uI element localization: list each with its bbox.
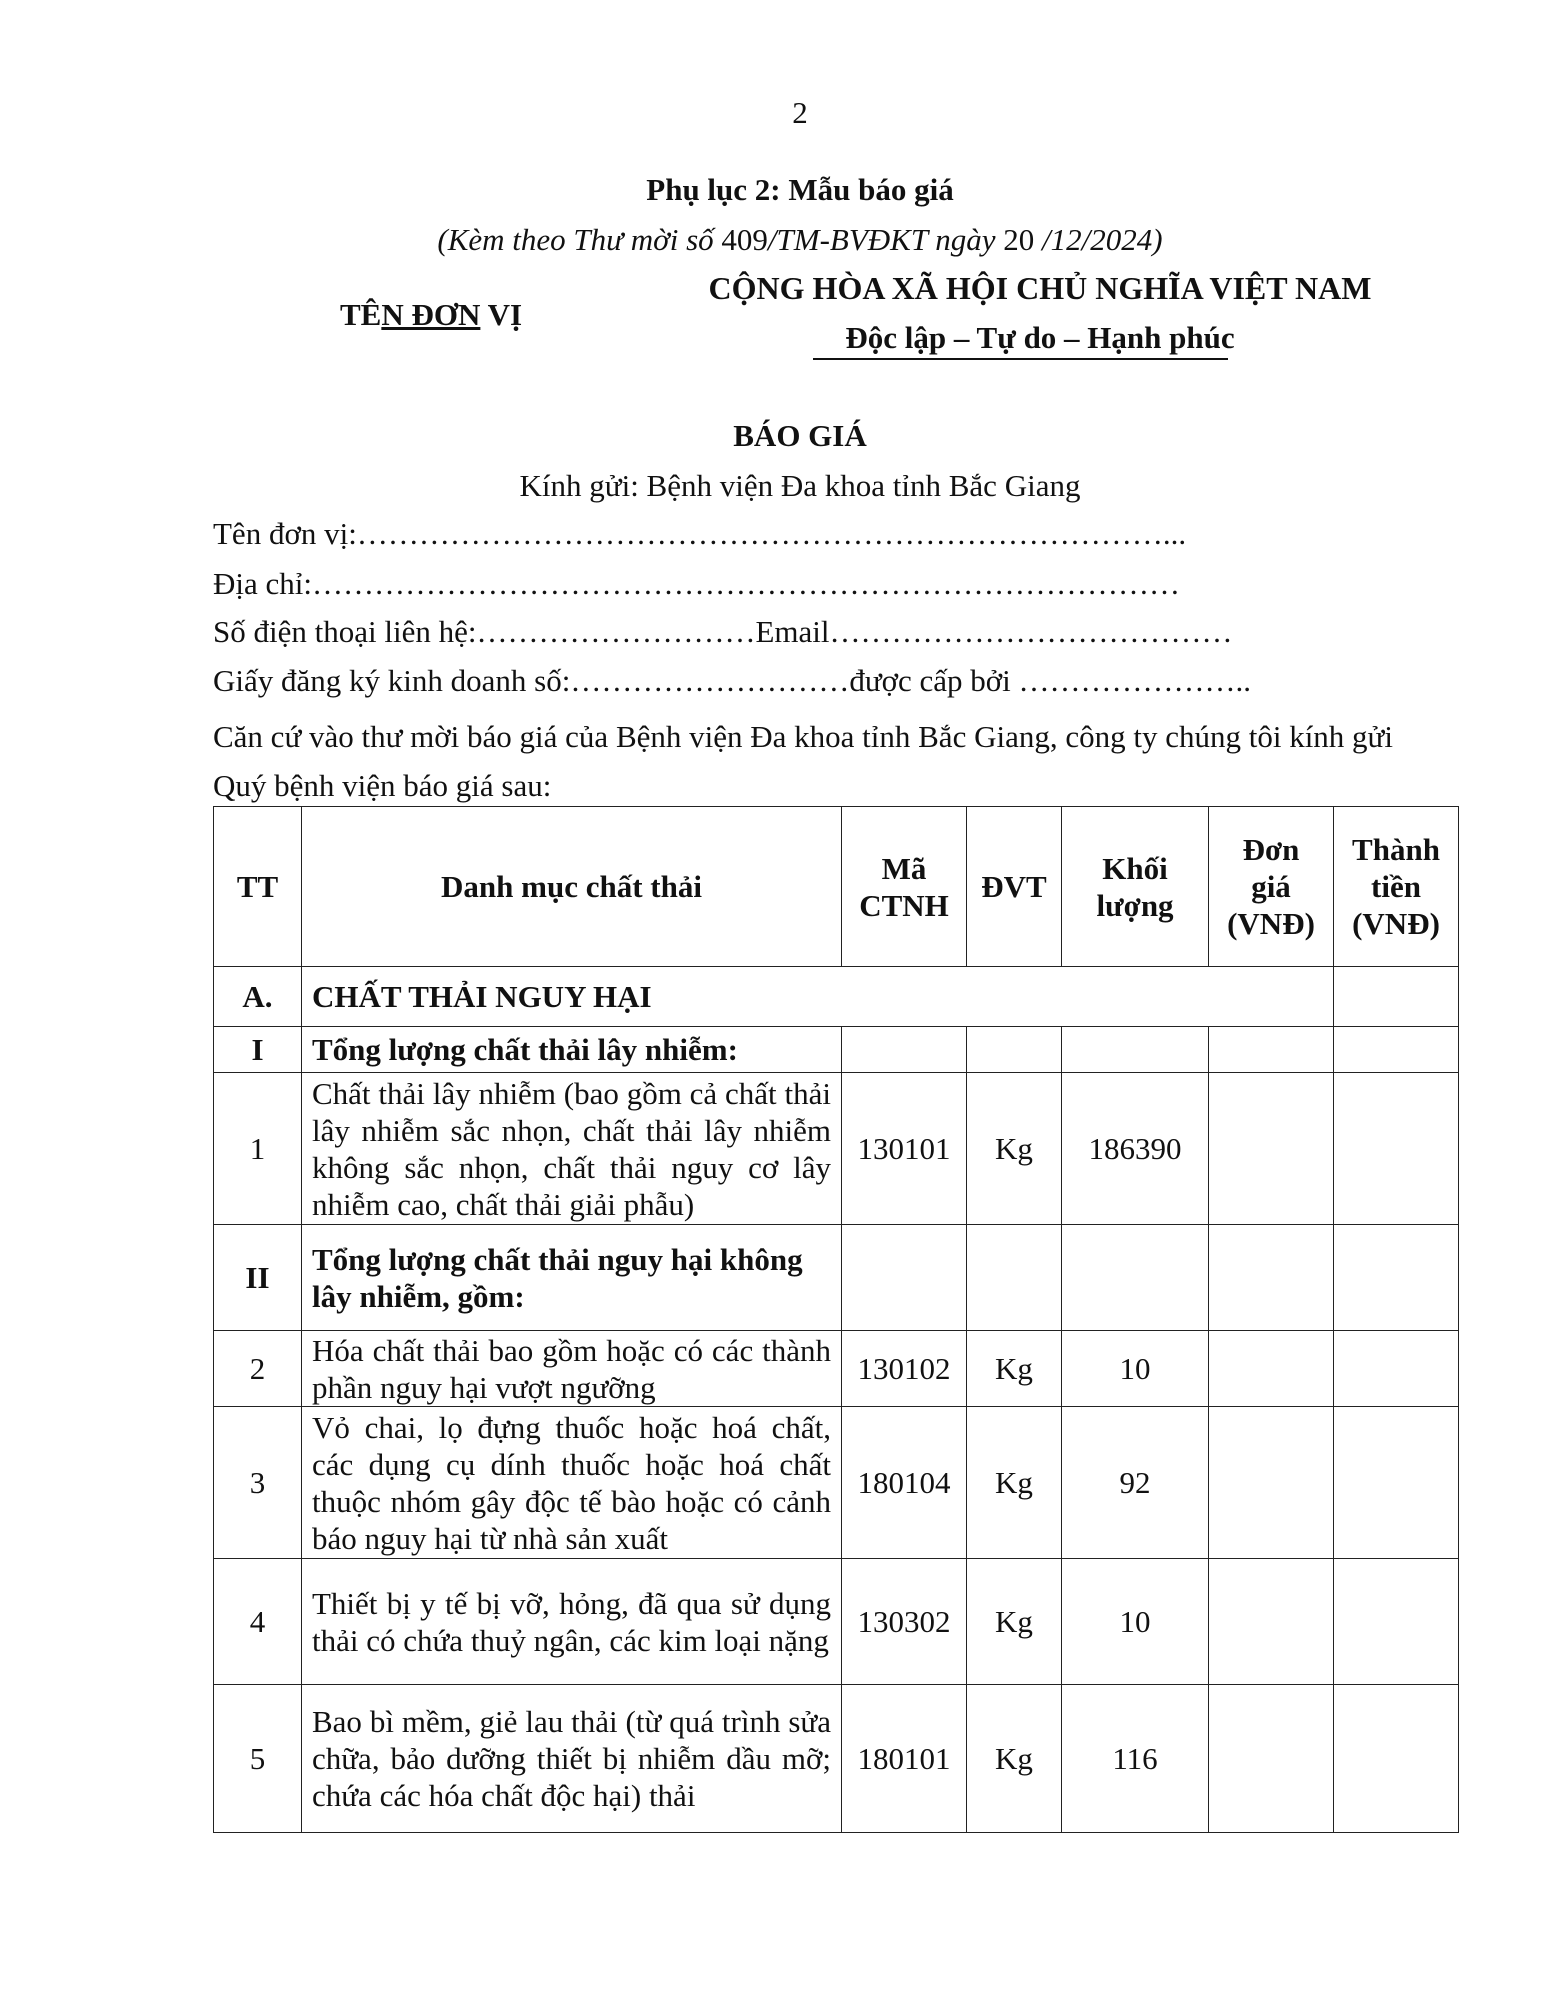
field-phone-email: Số điện thoại liên hệ:………………………Email………………………………… — [213, 614, 1233, 649]
recipient-line: Kính gửi: Bệnh viện Đa khoa tỉnh Bắc Giang — [519, 468, 1081, 503]
row-name: Thiết bị y tế bị vỡ, hỏng, đã qua sử dụng thải có chứa thuỷ ngân, các kim loại nặng — [302, 1559, 842, 1685]
field-business-license: Giấy đăng ký kinh doanh số:………………………được cấp bởi ………………….. — [213, 663, 1252, 698]
row-unit: Kg — [967, 1331, 1062, 1407]
waste-price-table — [213, 806, 1459, 1833]
header-qty-l1: Khối — [1102, 850, 1168, 886]
attachment-note — [0, 222, 1545, 258]
header-total-l2: tiền — [1371, 869, 1421, 904]
national-title: CỘNG HÒA XÃ HỘI CHỦ NGHĨA VIỆT NAM — [708, 270, 1372, 306]
row-name: Chất thải lây nhiễm (bao gồm cả chất thải lây nhiễm sắc nhọn, chất thải lây nhiễm không sắc nhọn, chất thải nguy cơ lây nhiễm cao, chất thải giải phẫu) — [302, 1073, 842, 1225]
row-code: 180101 — [842, 1685, 967, 1833]
table-header-row — [214, 807, 1459, 967]
header-qty — [1062, 807, 1209, 967]
header-price-l1: Đơn — [1242, 832, 1300, 867]
field-unit-name: Tên đơn vị:……………………………………………………………………... — [213, 516, 1187, 551]
row-total-empty — [1334, 1685, 1459, 1833]
intro-paragraph: Căn cứ vào thư mời báo giá của Bệnh viện Đa khoa tỉnh Bắc Giang, công ty chúng tôi kính gửi Quý bệnh viện báo giá sau: — [213, 719, 1393, 803]
group-2-empty — [1062, 1225, 1209, 1331]
header-price — [1209, 807, 1334, 967]
header-total-l1: Thành — [1352, 832, 1440, 867]
group-1-empty — [1334, 1027, 1459, 1073]
group-1-empty — [967, 1027, 1062, 1073]
letter-number: 409 — [721, 222, 768, 257]
row-qty: 92 — [1062, 1407, 1209, 1559]
header-total-l3: (VNĐ) — [1352, 906, 1440, 941]
row-price-empty — [1209, 1331, 1334, 1407]
header-code — [842, 807, 967, 967]
table-row — [214, 1331, 1459, 1407]
group-2-empty — [1209, 1225, 1334, 1331]
group-1-empty — [1209, 1027, 1334, 1073]
header-tt: TT — [214, 807, 302, 967]
row-price-empty — [1209, 1559, 1334, 1685]
row-unit: Kg — [967, 1073, 1062, 1225]
row-code: 130101 — [842, 1073, 967, 1225]
row-total-empty — [1334, 1407, 1459, 1559]
row-total-empty — [1334, 1559, 1459, 1685]
table-row — [214, 1073, 1459, 1225]
group-2-title: Tổng lượng chất thải nguy hại không lây nhiễm, gồm: — [302, 1225, 842, 1331]
row-qty: 10 — [1062, 1559, 1209, 1685]
row-no: 3 — [214, 1407, 302, 1559]
national-motto: Độc lập – Tự do – Hạnh phúc — [845, 320, 1235, 355]
row-qty: 116 — [1062, 1685, 1209, 1833]
group-1-no: I — [214, 1027, 302, 1073]
header-price-l2: giá — [1251, 869, 1291, 904]
header-unit: ĐVT — [967, 807, 1062, 967]
table-row-group-1 — [214, 1027, 1459, 1073]
row-no: 1 — [214, 1073, 302, 1225]
row-code: 130102 — [842, 1331, 967, 1407]
document-title: BÁO GIÁ — [733, 418, 867, 453]
group-2-empty — [967, 1225, 1062, 1331]
row-price-empty — [1209, 1407, 1334, 1559]
attachment-middle: /TM-BVĐKT ngày — [767, 222, 1004, 257]
row-no: 2 — [214, 1331, 302, 1407]
page-number: 2 — [792, 95, 808, 130]
unit-name-heading — [340, 297, 540, 333]
header-price-l3: (VNĐ) — [1227, 906, 1315, 941]
row-name: Hóa chất thải bao gồm hoặc có các thành phần nguy hại vượt ngưỡng — [302, 1331, 842, 1407]
row-price-empty — [1209, 1685, 1334, 1833]
row-no: 4 — [214, 1559, 302, 1685]
row-qty: 186390 — [1062, 1073, 1209, 1225]
row-total-empty — [1334, 1073, 1459, 1225]
table-row — [214, 1685, 1459, 1833]
section-a-empty — [1334, 967, 1459, 1027]
group-1-empty — [1062, 1027, 1209, 1073]
group-2-no: II — [214, 1225, 302, 1331]
header-code-l1: Mã — [881, 850, 927, 886]
group-1-empty — [842, 1027, 967, 1073]
table-row — [214, 1559, 1459, 1685]
row-code: 180104 — [842, 1407, 967, 1559]
attachment-suffix: /12/2024) — [1034, 222, 1163, 257]
appendix-title: Phụ lục 2: Mẫu báo giá — [646, 172, 954, 207]
row-total-empty — [1334, 1331, 1459, 1407]
attachment-prefix: (Kèm theo Thư mời số — [437, 222, 722, 257]
row-unit: Kg — [967, 1559, 1062, 1685]
field-address: Địa chỉ:………………………………………………………………………… — [213, 566, 1180, 601]
table-row-group-2 — [214, 1225, 1459, 1331]
row-code: 130302 — [842, 1559, 967, 1685]
letter-day: 20 — [1003, 222, 1035, 257]
header-code-l2: CTNH — [859, 887, 949, 923]
section-a-title: CHẤT THẢI NGUY HẠI — [302, 967, 1334, 1027]
row-name: Vỏ chai, lọ đựng thuốc hoặc hoá chất, các dụng cụ dính thuốc hoặc hoá chất thuộc nhóm gây độc tế bào hoặc có cảnh báo nguy hại từ nhà sản xuất — [302, 1407, 842, 1559]
header-qty-l2: lượng — [1096, 887, 1174, 923]
group-1-title: Tổng lượng chất thải lây nhiễm: — [302, 1027, 842, 1073]
unit-heading-post: VỊ — [480, 297, 523, 332]
header-total — [1334, 807, 1459, 967]
group-2-empty — [842, 1225, 967, 1331]
row-price-empty — [1209, 1073, 1334, 1225]
unit-heading-underlined: N ĐƠN — [381, 297, 481, 332]
row-name: Bao bì mềm, giẻ lau thải (từ quá trình sửa chữa, bảo dưỡng thiết bị nhiễm dầu mỡ; chứa các hóa chất độc hại) thải — [302, 1685, 842, 1833]
row-no: 5 — [214, 1685, 302, 1833]
table-row — [214, 1407, 1459, 1559]
section-a-no: A. — [214, 967, 302, 1027]
header-name: Danh mục chất thải — [302, 807, 842, 967]
unit-heading-pre: TÊ — [340, 297, 382, 332]
row-unit: Kg — [967, 1407, 1062, 1559]
motto-underline — [813, 358, 1228, 360]
row-unit: Kg — [967, 1685, 1062, 1833]
table-row-section-a — [214, 967, 1459, 1027]
row-qty: 10 — [1062, 1331, 1209, 1407]
group-2-empty — [1334, 1225, 1459, 1331]
